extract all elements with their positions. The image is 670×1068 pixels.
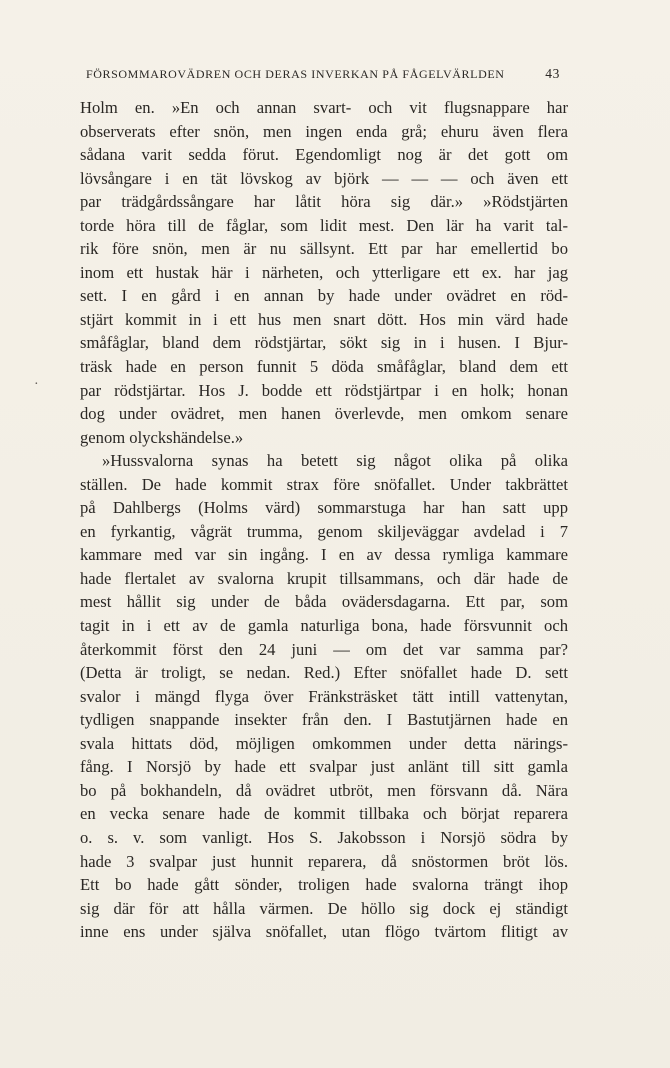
- text-line: hade 3 svalpar just hunnit reparera, då snöstormen bröt lös.: [80, 851, 568, 871]
- text-line: bo på bokhandeln, då ovädret utbröt, men försvann då. Nära: [80, 780, 568, 800]
- text-line: sig där för att hålla värmen. De höllo sig dock ej ständigt: [80, 898, 568, 918]
- running-header: [86, 66, 560, 82]
- text-line: lövsångare i en tät lövskog av björk — — — och även ett: [80, 168, 568, 188]
- text-line: hade flertalet av svalorna krupit tillsammans, och där hade de: [80, 568, 568, 588]
- text-line: tagit in i ett av de gamla naturliga bona, hade försvunnit och: [80, 616, 568, 636]
- text-line: par trädgårdssångare har låtit höra sig där.» »Rödstjärten: [80, 192, 568, 212]
- body-text: [80, 96, 568, 944]
- text-line: träsk hade en person funnit 5 döda småfåglar, bland dem ett: [80, 357, 568, 377]
- text-line: o. s. v. som vanligt. Hos S. Jakobsson i Norsjö södra by: [80, 827, 568, 847]
- text-line: på Dahlbergs (Holms värd) sommarstuga har han satt upp: [80, 498, 568, 518]
- paragraph-1: [80, 96, 568, 449]
- text-line: småfåglar, bland dem rödstjärtar, sökt sig in i husen. I Bjur-: [80, 333, 568, 353]
- text-line: tydligen snappande insekter från den. I Bastutjärnen hade en: [80, 710, 568, 730]
- running-title: FÖRSOMMAROVÄDREN OCH DERAS INVERKAN PÅ FÅGELVÄRLDEN: [86, 67, 505, 81]
- text-line: par rödstjärtar. Hos J. bodde ett rödstjärtpar i en holk; honan: [80, 380, 568, 400]
- text-line: återkommit först den 24 juni — om det var samma par?: [80, 639, 568, 659]
- text-line: sådana varit sedda förut. Egendomligt nog är det gott om: [80, 145, 568, 165]
- text-line: rik före snön, men är nu sällsynt. Ett par har emellertid bo: [80, 239, 568, 259]
- text-line: svalor i mängd flyga över Fränksträsket tätt intill vattenytan,: [80, 686, 568, 706]
- text-line: mest hållit sig under de båda ovädersdagarna. Ett par, som: [80, 592, 568, 612]
- text-line: »Hussvalorna synas ha betett sig något olika på olika: [102, 451, 568, 471]
- text-line: fång. I Norsjö by hade ett svalpar just anlänt till sitt gamla: [80, 757, 568, 777]
- text-line: torde höra till de fåglar, som lidit mest. Den lär ha varit tal-: [80, 215, 568, 235]
- page-number: 43: [545, 66, 560, 81]
- text-line: (Detta är troligt, se nedan. Red.) Efter snöfallet hade D. sett: [80, 663, 568, 683]
- text-line: kammare med var sin ingång. I en av dessa rymliga kammare: [80, 545, 568, 565]
- text-line: en vecka senare hade de kommit tillbaka och börjat reparera: [80, 804, 568, 824]
- text-line: en fyrkantig, vågrät trumma, genom skiljeväggar avdelad i 7: [80, 521, 568, 541]
- text-line: Ett bo hade gått sönder, troligen hade svalorna trängt ihop: [80, 875, 568, 895]
- text-line: Holm en. »En och annan svart- och vit flugsnappare har: [80, 98, 568, 117]
- text-line: dog under ovädret, men hanen överlevde, men omkom senare: [80, 404, 568, 424]
- text-line: stjärt kommit in i ett hus men snart dött. Hos min värd hade: [80, 309, 568, 329]
- text-line: sett. I en gård i en annan by hade under ovädret en röd-: [80, 286, 568, 306]
- margin-mark: ·: [34, 377, 39, 392]
- text-line: observerats efter snön, men ingen enda grå; ehuru även flera: [80, 121, 568, 141]
- paragraph-2: [80, 449, 568, 943]
- text-line: ställen. De hade kommit strax före snöfallet. Under takbrättet: [80, 474, 568, 494]
- text-line: inne ens under själva snöfallet, utan flögo tvärtom flitigt av: [80, 922, 568, 942]
- text-line: genom olyckshändelse.»: [80, 427, 244, 447]
- text-line: svala hittats död, möjligen omkommen under detta närings-: [80, 733, 568, 753]
- text-line: inom ett hustak här i närheten, och ytterligare ett ex. har jag: [80, 262, 568, 282]
